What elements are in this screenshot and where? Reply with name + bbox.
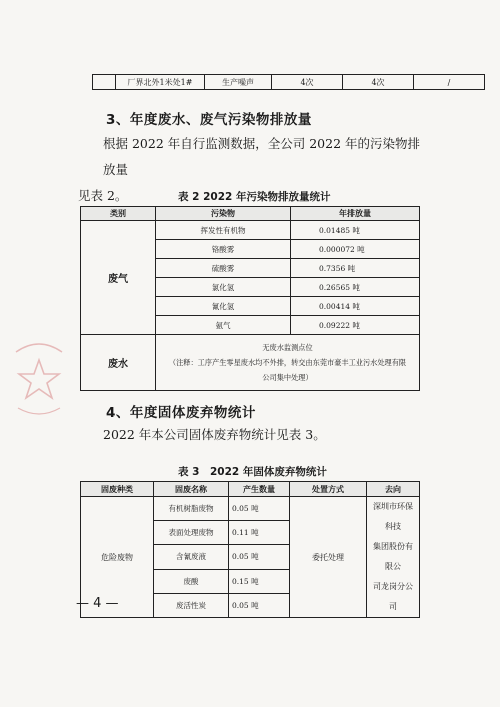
pollutant-cell: 氨气 (156, 316, 291, 335)
table-3-header: 处置方式 (290, 482, 367, 497)
waste-category: 危险废物 (81, 497, 154, 618)
pollutant-cell: 铬酸雾 (156, 240, 291, 259)
section-4-paragraph: 2022 年本公司固体废弃物统计见表 3。 (103, 427, 326, 442)
amount-cell: 0.09222 吨 (291, 316, 420, 335)
pollutant-cell: 挥发性有机物 (156, 221, 291, 240)
category-water: 废水 (81, 335, 156, 391)
amount-cell: 0.00414 吨 (291, 297, 420, 316)
previous-table-last-row (92, 74, 485, 90)
count-cell: 4次 (343, 75, 414, 90)
section-3-paragraph: 根据 2022 年自行监测数据，全公司 2022 年的污染物排放量 见表 2。 (78, 136, 421, 203)
pollutant-cell: 硫酸雾 (156, 259, 291, 278)
waste-name-cell: 表面处理废物 (154, 521, 229, 545)
waste-name-cell: 含氰废液 (154, 545, 229, 569)
remark-cell: / (414, 75, 485, 90)
waste-name-cell: 废活性炭 (154, 593, 229, 617)
destination-cell: 深圳市环保科技 集团股份有限公 司龙岗分公司 (367, 497, 420, 618)
item-cell: 生产噪声 (205, 75, 272, 90)
waste-amount-cell: 0.05 吨 (229, 545, 290, 569)
table-2-header: 年排放量 (291, 207, 420, 221)
waste-name-cell: 有机树脂废物 (154, 497, 229, 521)
section-4-heading: 4、年度固体废弃物统计 (106, 405, 256, 421)
amount-cell: 0.26565 吨 (291, 278, 420, 297)
waste-amount-cell: 0.05 吨 (229, 497, 290, 521)
waste-name-cell: 废酸 (154, 569, 229, 593)
table-3-header: 产生数量 (229, 482, 290, 497)
water-note: 无废水监测点位 （注释：工序产生零星废水均不外排，转交由东莞市豪丰工业污水处理有限 公司集中处理） (156, 335, 420, 391)
table-2-header: 污染物 (156, 207, 291, 221)
seal-stamp-icon (12, 338, 66, 418)
pollutant-cell: 氯化氢 (156, 278, 291, 297)
table-2 (80, 206, 420, 391)
waste-amount-cell: 0.15 吨 (229, 569, 290, 593)
count-cell: 4次 (272, 75, 343, 90)
table-3 (80, 481, 420, 618)
table-3-header: 固废名称 (154, 482, 229, 497)
amount-cell: 0.000072 吨 (291, 240, 420, 259)
table-3-header: 去向 (367, 482, 420, 497)
disposal-cell: 委托处理 (290, 497, 367, 618)
waste-amount-cell: 0.05 吨 (229, 593, 290, 617)
page-number: — 4 — (76, 596, 119, 611)
amount-cell: 0.7356 吨 (291, 259, 420, 278)
table-2-header: 类别 (81, 207, 156, 221)
category-gas: 废气 (81, 221, 156, 335)
location-cell: 厂界北外1米处1# (116, 75, 205, 90)
pollutant-cell: 氰化氢 (156, 297, 291, 316)
table-2-caption: 表 2 2022 年污染物排放量统计 (178, 191, 331, 203)
section-3-heading: 3、年度废水、废气污染物排放量 (106, 112, 312, 128)
waste-amount-cell: 0.11 吨 (229, 521, 290, 545)
table-3-caption: 表 3 2022 年固体废弃物统计 (178, 466, 327, 478)
amount-cell: 0.01485 吨 (291, 221, 420, 240)
table-3-header: 固废种类 (81, 482, 154, 497)
